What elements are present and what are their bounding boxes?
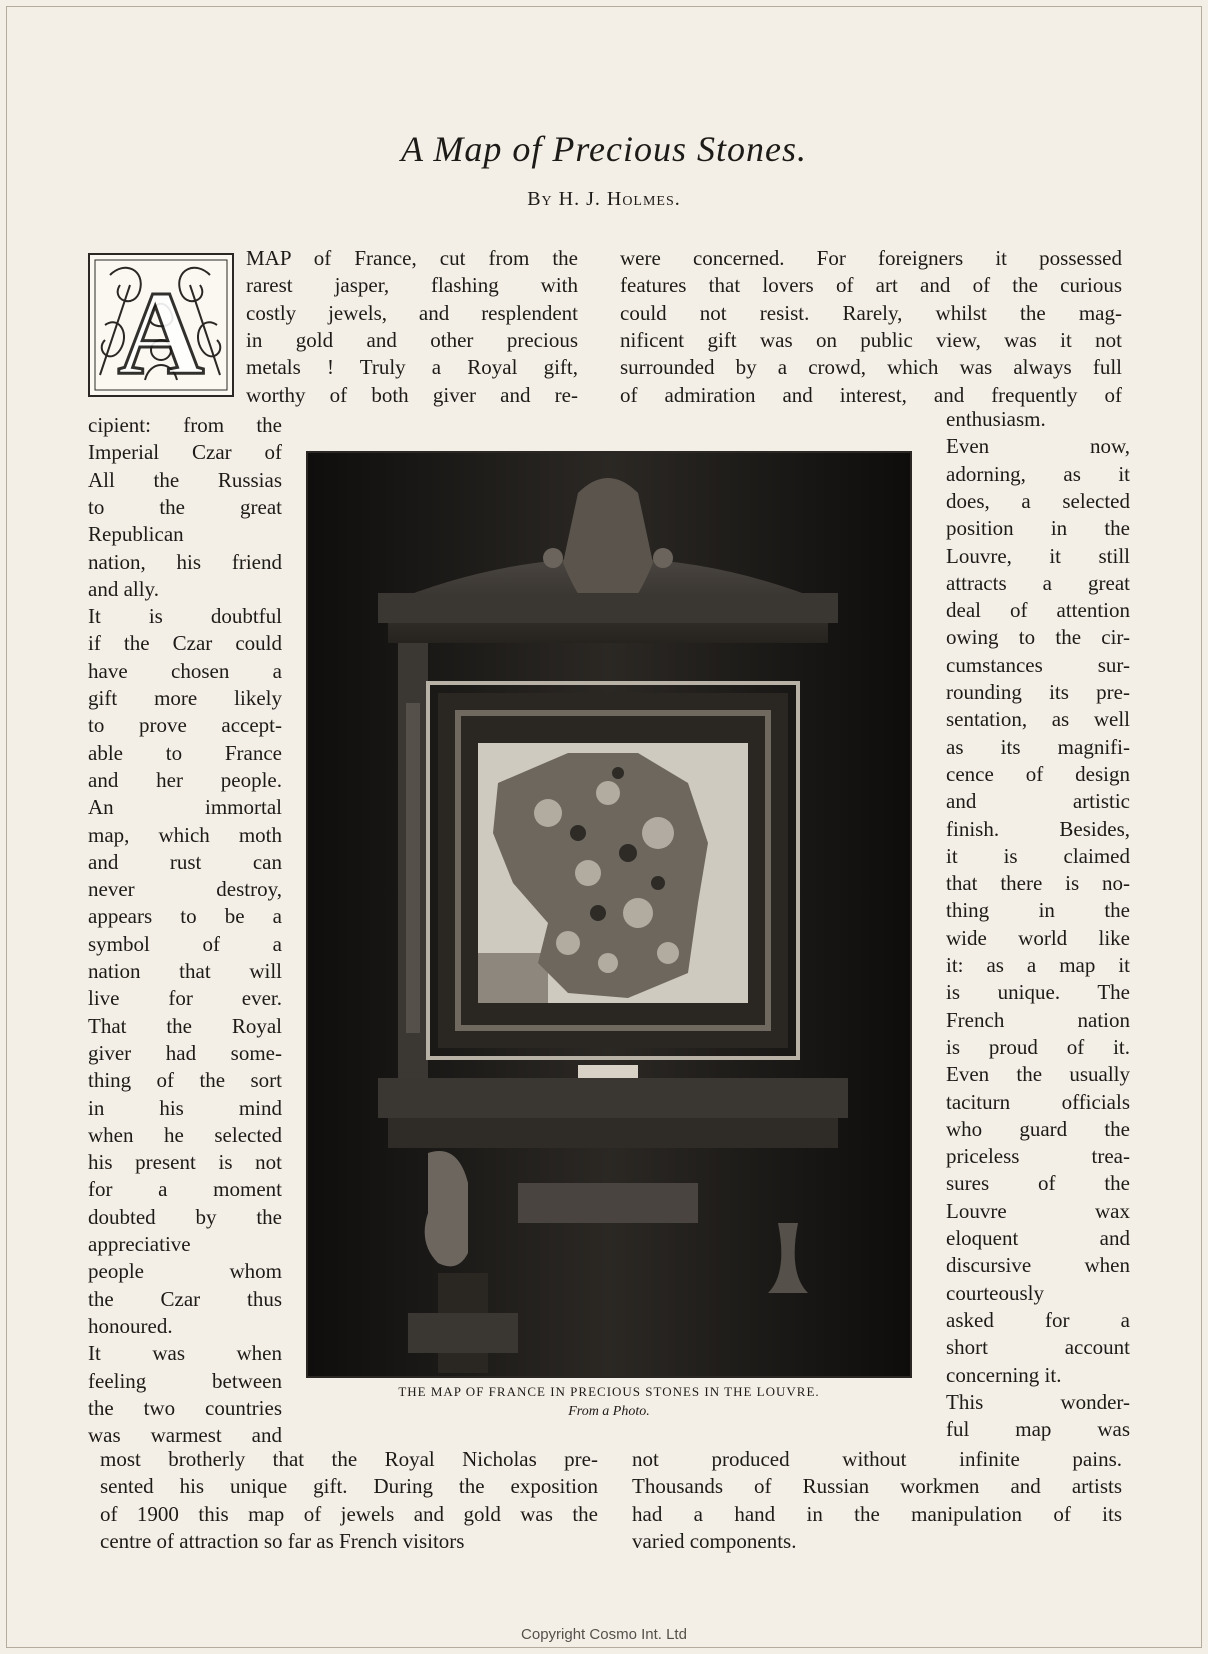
text-line: could not resist. Rarely, whilst the mag- [620,300,1122,325]
text-line: enthusiasm. [946,407,1046,431]
photograph-map-of-france [306,451,912,1378]
text-line: it: as a map it [946,953,1130,977]
ornamental-dropcap [88,253,234,397]
text-line: and artistic [946,789,1130,814]
photo-illustration [308,453,910,1376]
text-line: short account [946,1335,1130,1360]
text-line: sented his unique gift. During the exposition [100,1474,598,1499]
text-line: owing to the cir- [946,625,1130,650]
text-line: cipient: from the [88,413,282,437]
text-line: attracts a great [946,570,1130,595]
text-line: able to France [88,740,282,765]
text-line: in gold and other precious [246,327,578,352]
text-line: people whom [88,1259,282,1284]
text-line: had a hand in the manipulation of its [632,1501,1122,1526]
text-line: nation, his friend [88,549,282,574]
text-line: to prove accept- [88,713,282,738]
text-line: priceless trea- [946,1144,1130,1169]
text-line: as its magnifi- [946,734,1130,759]
dropcap-ornament [90,255,232,395]
text-line: not produced without infinite pains. [632,1447,1122,1471]
text-line: if the Czar could [88,631,282,656]
text-line: doubted by the [88,1204,282,1229]
text-line: Louvre, it still [946,543,1130,568]
text-line: finish. Besides, [946,816,1130,841]
text-line: never destroy, [88,877,282,902]
text-line: rounding its pre- [946,680,1130,704]
text-line: it is claimed [946,843,1130,868]
text-line: Even now, [946,434,1130,459]
figure-source: From a Photo. [568,1404,650,1419]
text-line: MAP of France, cut from the [246,246,578,270]
text-line: giver had some- [88,1040,282,1065]
text-line: is unique. The [946,980,1130,1005]
text-line: costly jewels, and resplendent [246,300,578,325]
text-line: when he selected [88,1122,282,1147]
text-line: nificent gift was on public view, was it not [620,327,1122,352]
text-line: varied components. [632,1528,797,1553]
text-line: most brotherly that the Royal Nicholas pre- [100,1447,598,1471]
text-line: symbol of a [88,931,282,956]
text-line: live for ever. [88,986,282,1011]
text-line: and ally. [88,576,159,601]
text-line: features that lovers of art and of the curious [620,273,1122,298]
text-line: courteously [946,1280,1044,1305]
text-line: gift more likely [88,686,282,710]
text-line: of 1900 this map of jewels and gold was the [100,1501,598,1526]
text-line: who guard the [946,1116,1130,1141]
text-line: French nation [946,1007,1130,1032]
text-line: eloquent and [946,1226,1130,1250]
text-line: appreciative [88,1232,191,1256]
text-line: concerning it. [946,1362,1062,1387]
text-line: Louvre wax [946,1198,1130,1223]
text-line: in his mind [88,1095,282,1120]
text-line: were concerned. For foreigners it possessed [620,246,1122,270]
text-line: cumstances sur- [946,652,1130,677]
text-line: cence of design [946,761,1130,786]
text-line: taciturn officials [946,1089,1130,1114]
byline-prefix: By [527,188,553,210]
text-line: An immortal [88,795,282,820]
copyright-watermark: Copyright Cosmo Int. Ltd [521,1626,687,1643]
text-line: is proud of it. [946,1034,1130,1059]
text-line: asked for a [946,1307,1130,1332]
text-line: position in the [946,516,1130,541]
text-line: that there is no- [946,871,1130,896]
text-line: It was when [88,1341,282,1366]
text-line: sentation, as well [946,707,1130,732]
text-line: Even the usually [946,1062,1130,1087]
text-line: worthy of both giver and re- [246,382,578,407]
text-line: his present is not [88,1150,282,1175]
text-line: was warmest and [88,1423,282,1448]
text-line: adorning, as it [946,461,1130,486]
text-line: to the great [88,494,282,519]
text-line: and her people. [88,767,282,792]
text-line: deal of attention [946,598,1130,623]
text-line: thing of the sort [88,1068,282,1093]
text-line: discursive when [946,1253,1130,1278]
text-line: That the Royal [88,1013,282,1038]
text-line: thing in the [946,898,1130,923]
text-line: Thousands of Russian workmen and artists [632,1474,1122,1499]
text-line: Imperial Czar of [88,440,282,465]
text-line: have chosen a [88,658,282,683]
text-line: This wonder- [946,1389,1130,1414]
text-line: the two countries [88,1395,282,1420]
text-line: and rust can [88,849,282,874]
text-line: does, a selected [946,488,1130,513]
text-line: map, which moth [88,822,282,847]
text-line: surrounded by a crowd, which was always full [620,355,1122,380]
text-line: for a moment [88,1177,282,1202]
text-line: the Czar thus [88,1286,282,1311]
text-line: sures of the [946,1171,1130,1196]
text-line: All the Russias [88,467,282,492]
text-line: rarest jasper, flashing with [246,273,578,298]
text-line: wide world like [946,925,1130,950]
text-line: metals ! Truly a Royal gift, [246,355,578,380]
text-line: feeling between [88,1368,282,1393]
text-line: ful map was [946,1417,1130,1442]
text-line: centre of attraction so far as French visitors [100,1528,465,1553]
text-line: of admiration and interest, and frequently of [620,382,1122,407]
article-title: A Map of Precious Stones. [401,129,807,169]
byline [0,188,1208,211]
text-line: It is doubtful [88,604,282,629]
text-line: appears to be a [88,904,282,929]
text-line: honoured. [88,1313,173,1338]
dropcap-letter: A [117,266,205,395]
author-name: H. J. Holmes. [558,188,681,210]
text-line: nation that will [88,959,282,983]
figure-caption: THE MAP OF FRANCE IN PRECIOUS STONES IN THE LOUVRE. [398,1384,820,1399]
text-line: Republican [88,522,184,547]
